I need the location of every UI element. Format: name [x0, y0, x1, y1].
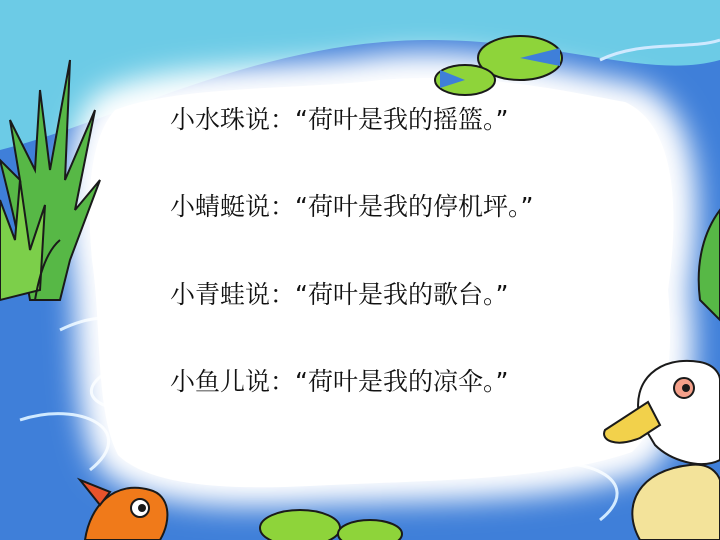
line-dragonfly: 小蜻蜓说：“荷叶是我的停机坪。” [170, 192, 534, 221]
poem-lines [170, 105, 670, 454]
line-water-drop: 小水珠说：“荷叶是我的摇篮。” [170, 105, 509, 134]
line-fish: 小鱼儿说：“荷叶是我的凉伞。” [170, 367, 509, 396]
line-frog: 小青蛙说：“荷叶是我的歌台。” [170, 280, 509, 309]
